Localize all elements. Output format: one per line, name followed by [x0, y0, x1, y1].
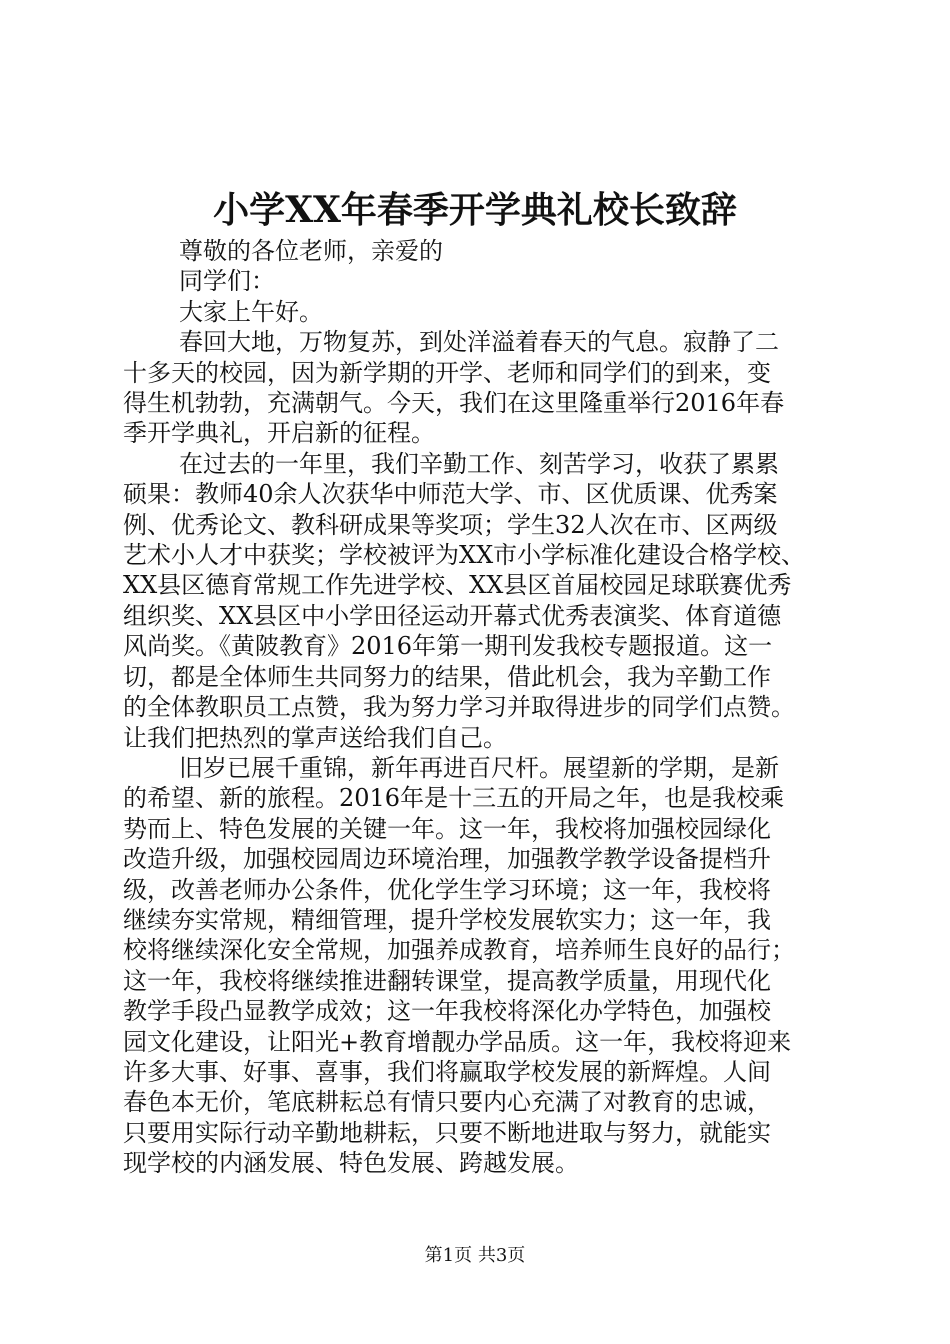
paragraph-line: 春色本无价，笔底耕耘总有情只要内心充满了对教育的忠诚，	[123, 1088, 771, 1117]
paragraph-line: 十多天的校园，因为新学期的开学、老师和同学们的到来，变	[123, 358, 771, 387]
paragraph-line: 春回大地，万物复苏，到处洋溢着春天的气息。寂静了二	[179, 328, 779, 357]
paragraph-line: 级，改善老师办公条件，优化学生学习环境；这一年，我校将	[123, 875, 771, 904]
document-body	[123, 236, 843, 1179]
paragraph-line: 许多大事、好事、喜事，我们将赢取学校发展的新辉煌。人间	[123, 1057, 771, 1086]
paragraph-line: 的全体教职员工点赞，我为努力学习并取得进步的同学们点赞。	[123, 693, 795, 722]
page-number-footer: 第1页 共3页	[424, 1245, 526, 1266]
paragraph-line: 切，都是全体师生共同努力的结果，借此机会，我为辛勤工作	[123, 662, 771, 691]
paragraph-line: XX县区德育常规工作先进学校、XX县区首届校园足球联赛优秀	[123, 571, 792, 600]
paragraph-line: 校将继续深化安全常规，加强养成教育，培养师生良好的品行；	[123, 936, 795, 965]
paragraph-line: 教学手段凸显教学成效；这一年我校将深化办学特色，加强校	[123, 997, 771, 1026]
paragraph-line: 艺术小人才中获奖；学校被评为XX市小学标准化建设合格学校、	[123, 541, 806, 570]
paragraph-line: 势而上、特色发展的关键一年。这一年，我校将加强校园绿化	[123, 814, 771, 843]
paragraph-line: 组织奖、XX县区中小学田径运动开幕式优秀表演奖、体育道德	[123, 601, 782, 630]
greeting-line: 大家上午好。	[179, 297, 323, 326]
paragraph-line: 现学校的内涵发展、特色发展、跨越发展。	[123, 1149, 579, 1178]
paragraph-line: 旧岁已展千重锦，新年再进百尺杆。展望新的学期，是新	[179, 753, 779, 782]
paragraph-line: 例、优秀论文、教科研成果等奖项；学生32人次在市、区两级	[123, 510, 778, 539]
document-title: 小学XX年春季开学典礼校长致辞	[213, 189, 737, 231]
paragraph	[123, 753, 843, 1179]
paragraph	[123, 327, 843, 449]
paragraph-line: 园文化建设，让阳光+教育增靓办学品质。这一年，我校将迎来	[123, 1027, 792, 1056]
paragraph-line: 的希望、新的旅程。2016年是十三五的开局之年，也是我校乘	[123, 784, 785, 813]
paragraph-line: 得生机勃勃，充满朝气。今天，我们在这里隆重举行2016年春	[123, 389, 785, 418]
paragraph-line: 硕果：教师40余人次获华中师范大学、市、区优质课、优秀案	[123, 480, 778, 509]
greeting-line: 同学们：	[179, 267, 275, 296]
greeting-line: 尊敬的各位老师，亲爱的	[179, 237, 443, 265]
paragraph-line: 季开学典礼，开启新的征程。	[123, 419, 435, 448]
paragraph-line: 继续夯实常规，精细管理，提升学校发展软实力；这一年，我	[123, 905, 771, 934]
paragraph-line: 改造升级，加强校园周边环境治理，加强教学教学设备提档升	[123, 845, 771, 874]
paragraph-line: 风尚奖。《黄陂教育》2016年第一期刊发我校专题报道。这一	[123, 632, 773, 661]
paragraph-line: 只要用实际行动辛勤地耕耘，只要不断地进取与努力，就能实	[123, 1118, 771, 1147]
paragraph-line: 在过去的一年里，我们辛勤工作、刻苦学习，收获了累累	[179, 449, 779, 478]
paragraph-line: 这一年，我校将继续推进翻转课堂，提高教学质量，用现代化	[123, 966, 771, 995]
paragraph-line: 让我们把热烈的掌声送给我们自己。	[123, 723, 507, 752]
paragraph	[123, 449, 843, 753]
